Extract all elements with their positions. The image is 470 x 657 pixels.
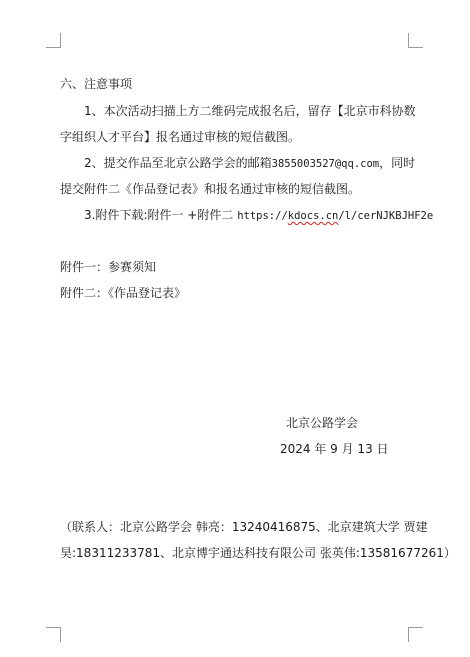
item2-line1 xyxy=(84,155,415,172)
section-heading: 六、注意事项 xyxy=(60,77,133,91)
crop-mark-bottom-left xyxy=(46,627,61,642)
item3-line xyxy=(84,207,433,224)
item2-line1-prefix: 2、提交作品至北京公路学会的邮箱 xyxy=(84,156,272,170)
signature-date: 2024 年 9 月 13 日 xyxy=(280,442,389,456)
contacts-line2: 昊:18311233781、北京博宇通达科技有限公司 张英伟:13581677261） xyxy=(60,546,456,560)
crop-mark-top-left xyxy=(46,33,61,48)
item1-line1: 1、本次活动扫描上方二维码完成报名后，留存【北京市科协数 xyxy=(84,104,416,118)
crop-mark-bottom-right xyxy=(408,627,423,642)
attachment-2: 附件二：《作品登记表》 xyxy=(60,286,187,300)
crop-mark-top-right xyxy=(408,33,423,48)
contact-email: 3855003527@qq.com xyxy=(271,158,380,170)
item1-line2: 字组织人才平台】报名通过审核的短信截图。 xyxy=(60,130,301,144)
item2-line2: 提交附件二《作品登记表》和报名通过审核的短信截图。 xyxy=(60,182,361,196)
contacts-line1: （联系人：北京公路学会 韩亮：13240416875、北京建筑大学 贾建 xyxy=(60,520,428,534)
item2-line1-suffix: ，同时 xyxy=(379,156,416,170)
item3-prefix: 3.附件下载:附件一 +附件二 xyxy=(84,208,234,222)
signature-org: 北京公路学会 xyxy=(286,416,359,430)
attachment-1: 附件一：参赛须知 xyxy=(60,260,157,274)
download-link[interactable]: https://kdocs.cn/l/cerNJKBJHF2e xyxy=(237,210,434,222)
